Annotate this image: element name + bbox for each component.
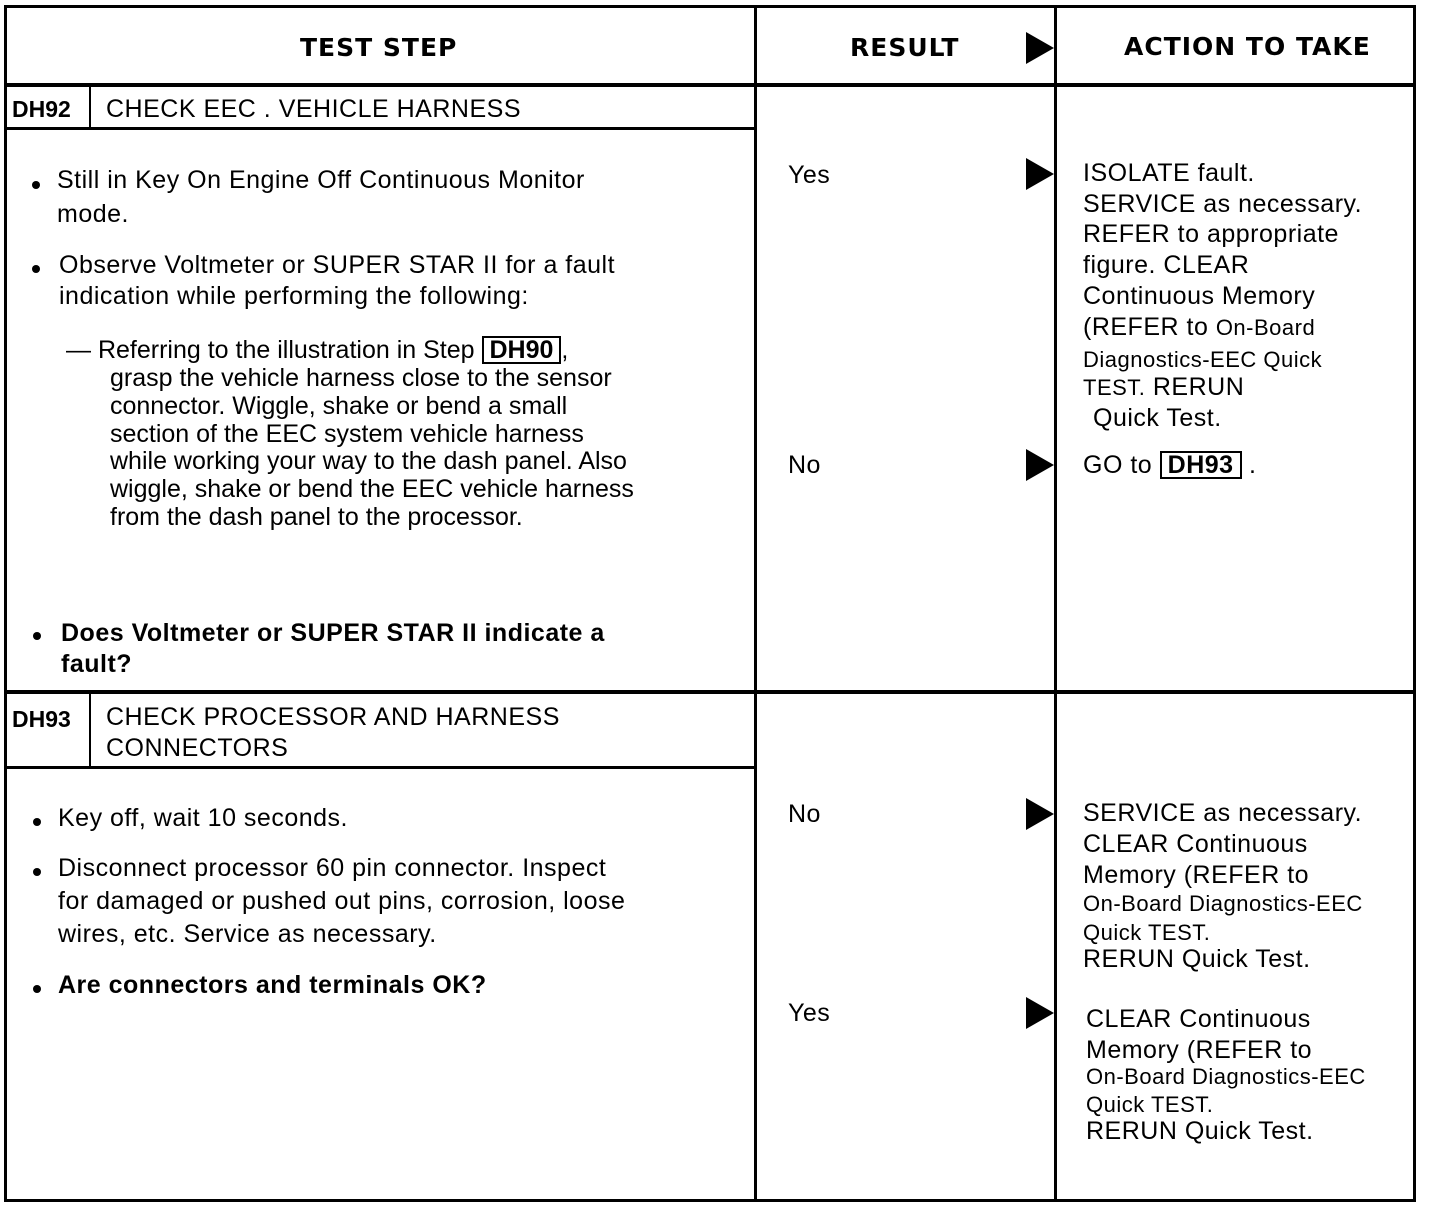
step-title-dh93-line2: CONNECTORS <box>106 734 289 762</box>
bullet-icon <box>32 265 40 273</box>
header-result: RESULT <box>850 33 960 62</box>
step-ref-dh93: DH93 <box>1160 451 1242 479</box>
step-ref-dh90: DH90 <box>482 336 562 364</box>
dh93-question: Are connectors and terminals OK? <box>58 971 487 999</box>
table-border-bottom <box>4 1199 1416 1202</box>
dh93-bullet2-line: wires, etc. Service as necessary. <box>58 920 437 948</box>
result-arrow-icon <box>1026 798 1054 830</box>
header-divider <box>4 83 1416 87</box>
dh93-title-underline <box>4 766 756 769</box>
dh92-bullet2-line1: Observe Voltmeter or SUPER STAR II for a fault <box>59 251 616 279</box>
step-title-dh92: CHECK EEC . VEHICLE HARNESS <box>106 95 521 123</box>
result-arrow-icon <box>1026 158 1054 190</box>
dh92-no-action-prefix: GO to <box>1083 451 1153 479</box>
dh92-id-divider <box>89 87 91 129</box>
bullet-icon <box>33 818 41 826</box>
dh92-yes-action-mixed <box>1083 312 1315 343</box>
row-divider <box>4 690 1416 694</box>
dh92-yes-action-line: SERVICE as necessary. <box>1083 190 1363 218</box>
dh92-result-no: No <box>788 451 821 479</box>
dh92-sub-line: grasp the vehicle harness close to the sensor <box>110 364 612 392</box>
dh92-sub-first-line <box>66 336 568 364</box>
dh92-sub-line: section of the EEC system vehicle harness <box>110 420 584 448</box>
bullet-icon <box>33 985 41 993</box>
dh92-no-action-suffix: . <box>1249 451 1257 479</box>
dh92-yes-action-small: Diagnostics-EEC Quick <box>1083 347 1323 372</box>
dh92-no-action <box>1083 450 1256 481</box>
table-border-top <box>4 5 1416 8</box>
dh92-question-line1: Does Voltmeter or SUPER STAR II indicate a <box>61 619 605 647</box>
dh92-yes-action-line: Continuous Memory <box>1083 282 1316 310</box>
dh92-yes-action-tail-b: Quick Test. <box>1093 404 1222 432</box>
dh92-bullet2-line2: indication while performing the following: <box>59 282 529 310</box>
column-divider-result <box>754 5 757 1202</box>
dh93-bullet2-line: for damaged or pushed out pins, corrosion, loose <box>58 887 626 915</box>
dh93-no-action-line: SERVICE as necessary. <box>1083 799 1363 827</box>
dh92-sub-suffix: , <box>561 336 569 364</box>
bullet-icon <box>33 868 41 876</box>
dh92-yes-action-line: REFER to appropriate <box>1083 220 1339 248</box>
step-id-dh93: DH93 <box>12 706 71 732</box>
bullet-icon <box>33 632 41 640</box>
dh92-sub-line: wiggle, shake or bend the EEC vehicle harness <box>110 475 634 503</box>
dh93-no-action-small: On-Board Diagnostics-EEC <box>1083 891 1363 916</box>
dh92-yes-action-small: TEST. <box>1083 375 1146 400</box>
dh93-yes-action-line: CLEAR Continuous <box>1086 1005 1311 1033</box>
dh93-id-divider <box>89 694 91 768</box>
dh92-sub-line: connector. Wiggle, shake or bend a small <box>110 392 568 420</box>
column-divider-action <box>1054 5 1057 1202</box>
dh93-bullet2-line: Disconnect processor 60 pin connector. Inspect <box>58 854 607 882</box>
dh92-yes-action-mixed-b: On-Board <box>1215 315 1316 340</box>
dh92-yes-action-rerun: RERUN <box>1152 373 1245 401</box>
dh92-yes-action-line: figure. CLEAR <box>1083 251 1250 279</box>
table-border-left <box>4 5 7 1202</box>
dh93-yes-action-small: On-Board Diagnostics-EEC <box>1086 1064 1366 1089</box>
dh93-result-no: No <box>788 800 821 828</box>
dh93-yes-action-line: Memory (REFER to <box>1086 1036 1313 1064</box>
dh92-yes-action-mixed-a: (REFER to <box>1083 313 1209 341</box>
step-id-dh92: DH92 <box>12 96 71 122</box>
dh92-yes-action-tail-a <box>1083 372 1244 403</box>
dh93-no-action-small: Quick TEST. <box>1083 920 1211 945</box>
header-action: ACTION TO TAKE <box>1124 32 1371 61</box>
dh93-yes-action-tail: RERUN Quick Test. <box>1086 1117 1314 1145</box>
dh93-result-yes: Yes <box>788 999 831 1027</box>
header-arrow-icon <box>1026 32 1054 64</box>
result-arrow-icon <box>1026 997 1054 1029</box>
dh92-sub-line: from the dash panel to the processor. <box>110 503 523 531</box>
dh93-bullet1: Key off, wait 10 seconds. <box>58 804 348 832</box>
dh92-yes-action-line: ISOLATE fault. <box>1083 159 1255 187</box>
dh92-sub-prefix: — Referring to the illustration in Step <box>66 336 475 364</box>
table-border-right <box>1413 5 1416 1202</box>
header-test-step: TEST STEP <box>300 33 458 62</box>
dh92-bullet1-line1: Still in Key On Engine Off Continuous Monitor <box>57 166 585 194</box>
bullet-icon <box>32 181 40 189</box>
dh92-bullet1-line2: mode. <box>57 200 129 228</box>
dh93-yes-action-small: Quick TEST. <box>1086 1092 1214 1117</box>
dh92-question-line2: fault? <box>61 650 133 678</box>
dh93-no-action-line: Memory (REFER to <box>1083 861 1310 889</box>
dh93-no-action-tail: RERUN Quick Test. <box>1083 945 1311 973</box>
dh92-result-yes: Yes <box>788 161 831 189</box>
step-title-dh93-line1: CHECK PROCESSOR AND HARNESS <box>106 703 560 731</box>
dh93-no-action-line: CLEAR Continuous <box>1083 830 1308 858</box>
result-arrow-icon <box>1026 449 1054 481</box>
dh92-title-underline <box>4 127 756 130</box>
dh92-sub-line: while working your way to the dash panel. Also <box>110 447 627 475</box>
